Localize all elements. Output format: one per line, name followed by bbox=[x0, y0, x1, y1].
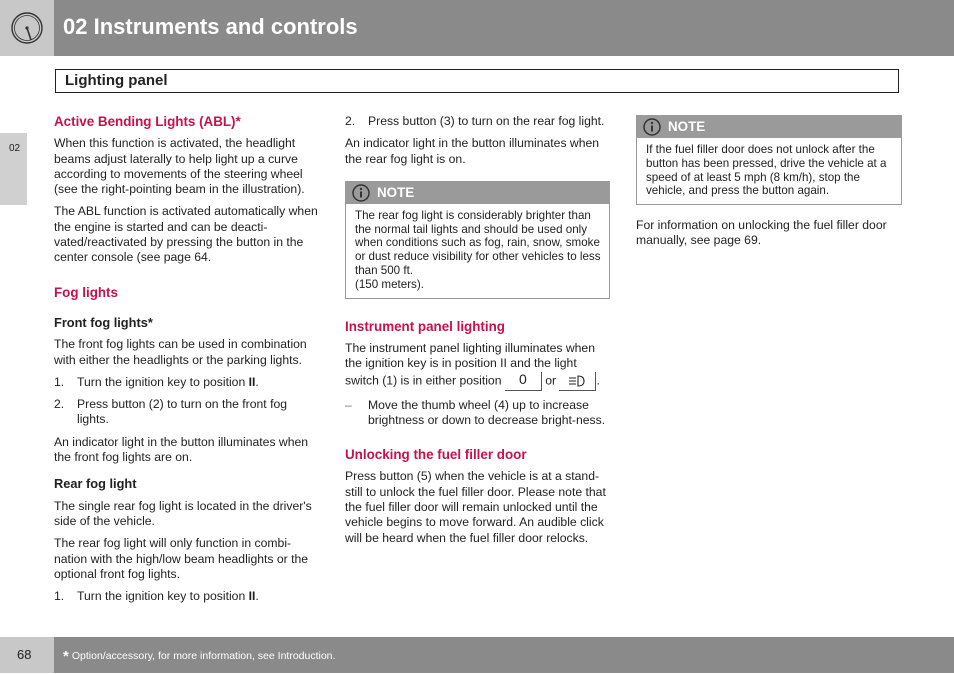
note-box bbox=[636, 115, 902, 205]
instrument-lighting-paragraph: The instrument panel lighting illuminates when the ignition key is in position II and the light switch (1) is in either position 0 or . bbox=[345, 341, 610, 391]
footer-asterisk: * bbox=[63, 648, 69, 665]
abl-paragraph-2: The ABL function is activated automatically when the engine is started and can be deacti-vated/reactivated by pressing the button in the center console (see page 64. bbox=[54, 204, 318, 265]
list-number: 2. bbox=[345, 114, 356, 128]
or-text: or bbox=[545, 373, 557, 388]
fog-heading: Fog lights bbox=[54, 284, 118, 300]
chapter-tab bbox=[0, 133, 27, 205]
info-icon bbox=[642, 118, 662, 136]
note-text-2: (150 meters). bbox=[355, 277, 424, 291]
footer-note-text: Option/accessory, for more information, see Introduction. bbox=[71, 650, 336, 662]
column-2 bbox=[345, 114, 610, 553]
page-number-box bbox=[0, 637, 54, 673]
chapter-tab-label: 02 bbox=[9, 143, 21, 154]
list-number: 1. bbox=[54, 374, 65, 389]
list-text: Press button (3) to turn on the rear fog light. bbox=[368, 114, 605, 128]
list-text-bold: II bbox=[248, 374, 256, 389]
list-text: Move the thumb wheel (4) up to increase brightness or down to decrease bright-ness. bbox=[368, 397, 606, 427]
list-dash: – bbox=[345, 397, 352, 412]
list-text-main: Turn the ignition key to position bbox=[77, 589, 249, 604]
list-item bbox=[54, 589, 320, 604]
page-footer bbox=[0, 637, 954, 673]
page-title: 02 Instruments and controls bbox=[63, 14, 358, 39]
note-text: The rear fog light is considerably brighter than the normal tail lights and should be used only when conditions such as fog, rain, snow, smoke or dust reduce visibility for other vehicles to less than 500 ft. bbox=[355, 208, 601, 278]
note-label: NOTE bbox=[377, 184, 415, 200]
list-text-main: Turn the ignition key to position bbox=[77, 374, 249, 389]
page-number: 68 bbox=[17, 647, 32, 662]
rear-fog-heading: Rear fog light bbox=[54, 476, 137, 492]
page-header bbox=[0, 0, 954, 56]
section-title-box bbox=[55, 69, 899, 93]
note-box bbox=[345, 181, 610, 299]
list-item bbox=[54, 397, 320, 428]
note-header bbox=[637, 116, 901, 138]
fuel-door-paragraph: Press button (5) when the vehicle is at a stand-still to unlock the fuel filler door. Please note that the fuel filler door will remain unlocked until the vehicle begins to move forward. An audible click will be heard when the fuel filler door relocks. bbox=[345, 469, 606, 545]
list-text: Turn the ignition key to position II. bbox=[77, 589, 259, 604]
rear-fog-paragraph-1: The single rear fog light is located in the driver's side of the vehicle. bbox=[54, 498, 312, 528]
list-text: Press button (2) to turn on the front fog lights. bbox=[77, 397, 288, 427]
info-icon bbox=[351, 184, 371, 202]
gauge-icon bbox=[0, 0, 54, 56]
list-text-bold: II bbox=[248, 589, 256, 604]
position-zero-symbol bbox=[505, 372, 542, 391]
rear-fog-paragraph-3: An indicator light in the button illuminates when the rear fog light is on. bbox=[345, 136, 600, 166]
note-body: If the fuel filler door does not unlock after the button has been pressed, drive the vehicle at a speed of at least 5 mph (8 km/h), stop the vehicle, and press the button again. bbox=[646, 143, 887, 198]
column-1 bbox=[54, 114, 320, 611]
section-title: Lighting panel bbox=[65, 72, 168, 89]
abl-heading: Active Bending Lights (ABL)* bbox=[54, 114, 241, 129]
instrument-lighting-text: The instrument panel lighting illuminates when the ignition key is in position II and the light switch (1) is in either position bbox=[345, 340, 595, 388]
abl-paragraph-1: When this function is activated, the headlight beams adjust laterally to help light up a curve according to movements of the steering wheel (see the right-pointing beam in the illustration). bbox=[54, 136, 305, 197]
note-body bbox=[346, 204, 609, 298]
rear-fog-paragraph-2: The rear fog light will only function in combi-nation with the high/low beam headlights or the optional front fog lights. bbox=[54, 536, 309, 581]
list-number: 2. bbox=[54, 397, 65, 412]
list-item bbox=[54, 375, 320, 390]
note-label: NOTE bbox=[668, 119, 706, 134]
fuel-door-heading: Unlocking the fuel filler door bbox=[345, 447, 527, 463]
header-icon-box bbox=[0, 0, 54, 56]
front-fog-paragraph-1: The front fog lights can be used in combination with either the headlights or the parking lights. bbox=[54, 337, 307, 367]
list-item bbox=[345, 114, 610, 129]
dash-list-item bbox=[345, 398, 610, 429]
footer-note bbox=[63, 648, 335, 665]
front-fog-paragraph-2: An indicator light in the button illuminates when the front fog lights are on. bbox=[54, 434, 309, 465]
position-zero-label: 0 bbox=[518, 370, 527, 387]
column-3 bbox=[636, 115, 902, 256]
front-fog-heading: Front fog lights* bbox=[54, 314, 153, 330]
instrument-lighting-heading: Instrument panel lighting bbox=[345, 318, 505, 334]
parking-light-symbol bbox=[559, 372, 596, 391]
parking-light-icon bbox=[568, 375, 586, 387]
fuel-door-info-paragraph: For information on unlocking the fuel filler door manually, see page 69. bbox=[636, 218, 887, 248]
note-header bbox=[346, 182, 609, 204]
list-text: Turn the ignition key to position II. bbox=[77, 374, 259, 389]
list-number: 1. bbox=[54, 589, 65, 604]
